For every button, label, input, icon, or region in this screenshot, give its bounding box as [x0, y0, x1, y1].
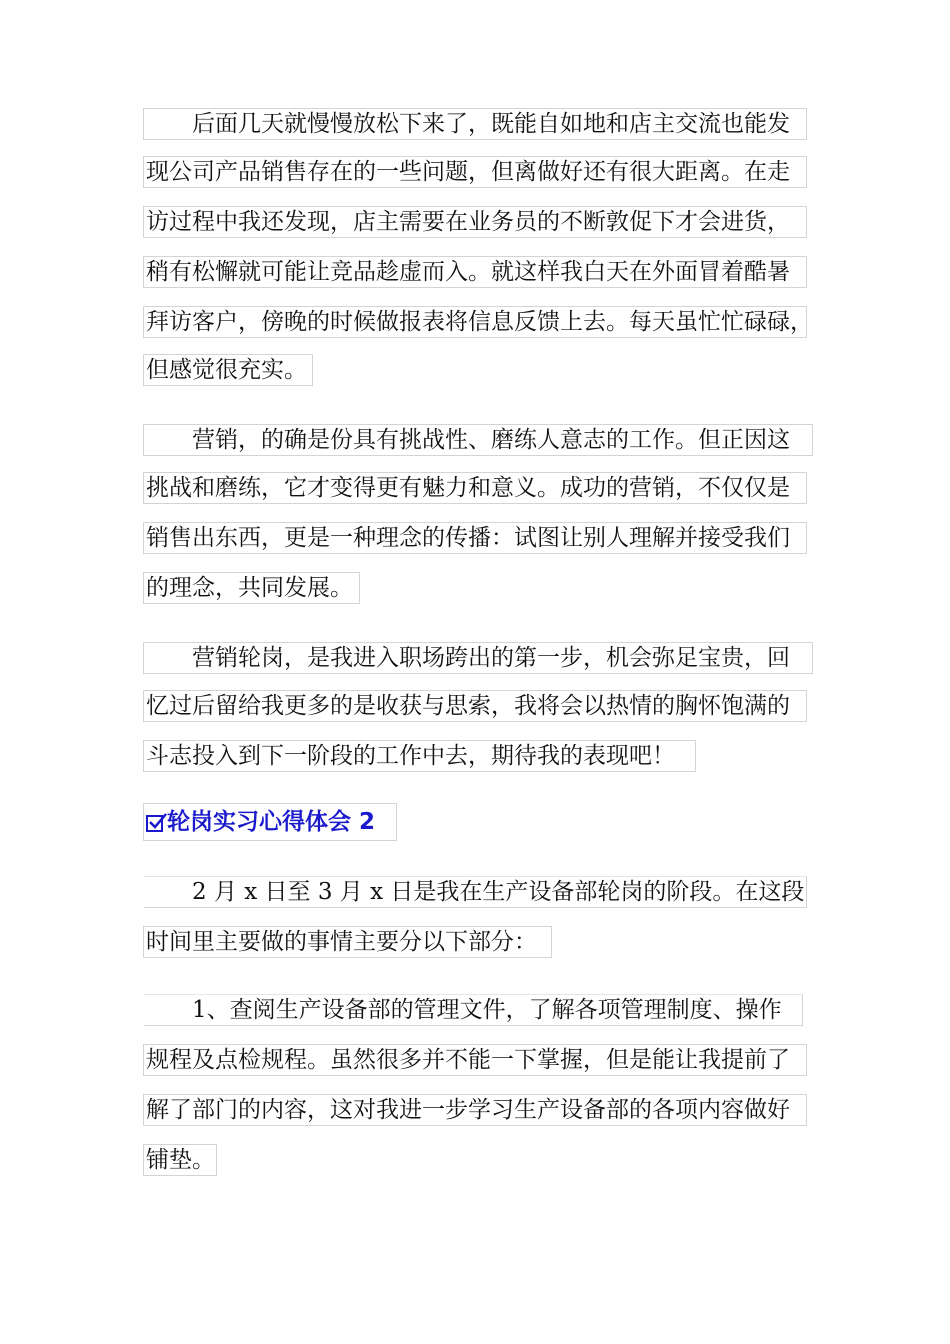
- paragraph-line: 1、查阅生产设备部的管理文件，了解各项管理制度、操作: [143, 994, 803, 1026]
- paragraph-line: 挑战和磨练，它才变得更有魅力和意义。成功的营销，不仅仅是: [143, 472, 807, 504]
- checkbox-checked-icon: [146, 815, 163, 832]
- paragraph-line: 现公司产品销售存在的一些问题，但离做好还有很大距离。在走: [143, 156, 807, 188]
- paragraph-line: 规程及点检规程。虽然很多并不能一下掌握，但是能让我提前了: [143, 1044, 807, 1076]
- paragraph-line: 时间里主要做的事情主要分以下部分：: [143, 926, 552, 958]
- paragraph-line: 斗志投入到下一阶段的工作中去，期待我的表现吧！: [143, 740, 696, 772]
- section-heading: [143, 803, 397, 841]
- heading-text: 轮岗实习心得体会 2: [167, 809, 376, 835]
- paragraph-line: 后面几天就慢慢放松下来了，既能自如地和店主交流也能发: [143, 108, 807, 140]
- paragraph-line: 营销轮岗，是我进入职场跨出的第一步，机会弥足宝贵，回: [143, 642, 813, 674]
- paragraph-line: 营销，的确是份具有挑战性、磨练人意志的工作。但正因这: [143, 424, 813, 456]
- paragraph-line: 但感觉很充实。: [143, 354, 313, 386]
- paragraph-line: 拜访客户，傍晚的时候做报表将信息反馈上去。每天虽忙忙碌碌，: [143, 306, 807, 338]
- paragraph-line: 销售出东西，更是一种理念的传播：试图让别人理解并接受我们: [143, 522, 807, 554]
- paragraph-line: 2 月 x 日至 3 月 x 日是我在生产设备部轮岗的阶段。在这段: [143, 876, 807, 908]
- paragraph-line: 的理念，共同发展。: [143, 572, 360, 604]
- paragraph-line: 铺垫。: [143, 1144, 217, 1176]
- paragraph-line: 解了部门的内容，这对我进一步学习生产设备部的各项内容做好: [143, 1094, 807, 1126]
- paragraph-line: 访过程中我还发现，店主需要在业务员的不断敦促下才会进货，: [143, 206, 807, 238]
- paragraph-line: 稍有松懈就可能让竞品趁虚而入。就这样我白天在外面冒着酷暑: [143, 256, 807, 288]
- paragraph-line: 忆过后留给我更多的是收获与思索，我将会以热情的胸怀饱满的: [143, 690, 807, 722]
